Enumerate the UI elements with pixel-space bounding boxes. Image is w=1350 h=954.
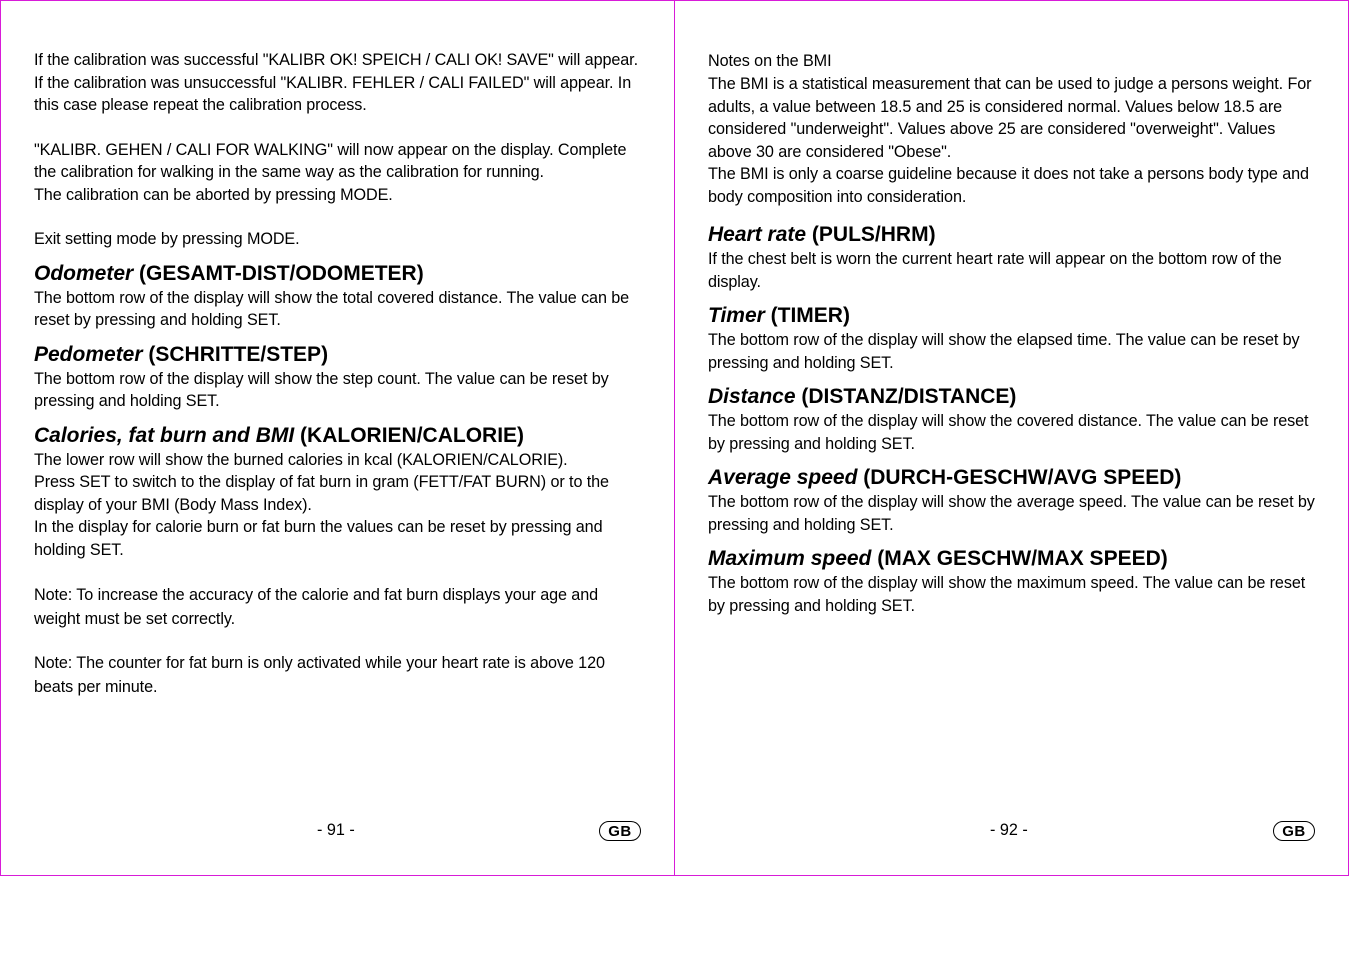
heart-rate-heading-title: Heart rate: [708, 223, 807, 246]
abort-calibration-paragraph: The calibration can be aborted by pressing MODE.: [34, 185, 393, 204]
maximum-speed-text: The bottom row of the display will show the maximum speed. The value can be reset by pressing and holding SET.: [708, 574, 1306, 615]
odometer-heading-sub: (GESAMT-DIST/ODOMETER): [139, 261, 424, 285]
left-page: [0, 0, 675, 876]
note-accuracy: [34, 583, 642, 631]
odometer-text: The bottom row of the display will show the total covered distance. The value can be reset by pressing and holding SET.: [34, 288, 630, 329]
distance-text: The bottom row of the display will show the covered distance. The value can be reset by pressing and holding SET.: [708, 412, 1309, 453]
exit-setting-paragraph: Exit setting mode by pressing MODE.: [34, 230, 300, 248]
left-page-content: [34, 49, 642, 699]
maximum-speed-heading: [708, 546, 1316, 572]
note-fat-burn-text: The counter for fat burn is only activated while your heart rate is above 120 beats per minute.: [34, 654, 605, 696]
odometer-heading-title: Odometer: [34, 261, 134, 285]
calories-heading-title: Calories, fat burn and BMI: [34, 423, 295, 447]
pedometer-heading-title: Pedometer: [34, 342, 143, 366]
bmi-text-1: The BMI is a statistical measurement that can be used to judge a persons weight. For adults, a value between 18.5 and 25 is considered normal. Values below 18.5 are considered "underweight". Values above 25 are considered "overweight". Values above 30 are considered "Obese".: [708, 75, 1312, 161]
note-fat-burn: [34, 651, 642, 699]
note-accuracy-text: To increase the accuracy of the calorie and fat burn displays your age and weight must be set correctly.: [34, 586, 599, 628]
calories-heading-sub: (KALORIEN/CALORIE): [300, 423, 525, 447]
bmi-notes-title: Notes on the BMI: [708, 52, 832, 70]
page-number-91: - 91 -: [317, 821, 355, 839]
calories-text-2: Press SET to switch to the display of fat burn in gram (FETT/FAT BURN) or to the display of your BMI (Body Mass Index).: [34, 473, 609, 514]
calories-text-1: The lower row will show the burned calories in kcal (KALORIEN/CALORIE).: [34, 450, 568, 469]
page-number-92: - 92 -: [990, 821, 1028, 839]
heart-rate-heading-sub: (PULS/HRM): [811, 223, 936, 246]
pedometer-heading: [34, 342, 642, 368]
right-page-content: [708, 49, 1316, 617]
odometer-heading: [34, 261, 642, 287]
gb-language-badge: GB: [599, 821, 641, 841]
heart-rate-text: If the chest belt is worn the current heart rate will appear on the bottom row of the display.: [708, 250, 1282, 291]
distance-heading-sub: (DISTANZ/DISTANCE): [801, 385, 1017, 408]
average-speed-heading: [708, 465, 1316, 491]
note-label: Note:: [34, 654, 73, 672]
average-speed-heading-title: Average speed: [708, 466, 858, 489]
average-speed-heading-sub: (DURCH-GESCHW/AVG SPEED): [863, 466, 1182, 489]
calories-text-3: In the display for calorie burn or fat burn the values can be reset by pressing and holding SET.: [34, 518, 603, 559]
pedometer-heading-sub: (SCHRITTE/STEP): [148, 342, 329, 366]
timer-heading: [708, 303, 1316, 329]
distance-heading: [708, 384, 1316, 410]
note-label: Note:: [34, 586, 73, 604]
timer-text: The bottom row of the display will show the elapsed time. The value can be reset by pressing and holding SET.: [708, 331, 1300, 372]
calibration-result-paragraph: If the calibration was successful "KALIBR OK! SPEICH / CALI OK! SAVE" will appear. If the calibration was unsuccessful "KALIBR. FEHLER / CALI FAILED" will appear. In this case please repeat the calibration process.: [34, 51, 638, 114]
calories-heading: [34, 423, 642, 449]
maximum-speed-heading-title: Maximum speed: [708, 547, 872, 570]
walking-calibration-paragraph: "KALIBR. GEHEN / CALI FOR WALKING" will now appear on the display. Complete the calibration for walking in the same way as the calibration for running.: [34, 140, 627, 181]
heart-rate-heading: [708, 222, 1316, 248]
timer-heading-sub: (TIMER): [770, 304, 850, 327]
bmi-text-2: The BMI is only a coarse guideline because it does not take a persons body type and body composition into consideration.: [708, 165, 1309, 206]
maximum-speed-heading-sub: (MAX GESCHW/MAX SPEED): [877, 547, 1168, 570]
timer-heading-title: Timer: [708, 304, 765, 327]
right-page: [674, 0, 1349, 876]
average-speed-text: The bottom row of the display will show the average speed. The value can be reset by pressing and holding SET.: [708, 493, 1315, 534]
distance-heading-title: Distance: [708, 385, 796, 408]
pedometer-text: The bottom row of the display will show the step count. The value can be reset by pressing and holding SET.: [34, 369, 609, 410]
gb-language-badge: GB: [1273, 821, 1315, 841]
